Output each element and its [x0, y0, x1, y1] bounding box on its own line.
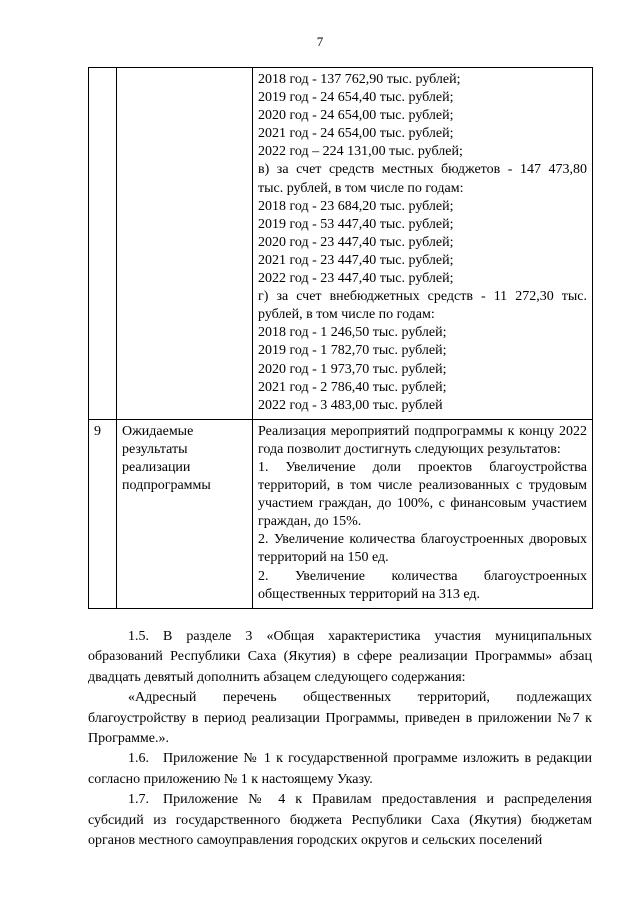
funding-line: 2021 год - 24 654,00 тыс. рублей;: [258, 126, 454, 142]
extrabudget-heading-cont: рублей, в том числе по годам:: [258, 307, 435, 323]
paragraph-text: «Адресный перечень общественных территорий, подлежащих благоустройству в период реализации Программы, приведен в приложении №7 к Программе.».: [88, 690, 592, 747]
extrabudget-heading: г) за счет внебюджетных средств - 11 272,30 тыс.: [258, 289, 587, 305]
row-title-cell: [117, 68, 253, 420]
funding-line: 2021 год - 2 786,40 тыс. рублей;: [258, 379, 447, 395]
paragraph-number: 1.6.: [128, 751, 149, 767]
table-row-results: [89, 419, 593, 608]
local-budget-heading-cont: тыс. рублей, в том числе по годам:: [258, 180, 464, 196]
result-item-3: 2. Увеличение количества благоустроенных общественных территорий на 313 ед.: [258, 568, 587, 602]
funding-line: 2019 год - 53 447,40 тыс. рублей;: [258, 216, 454, 232]
page-number: 7: [316, 34, 324, 49]
result-item-2: 2. Увеличение количества благоустроенных дворовых территорий на 150 ед.: [258, 532, 587, 566]
paragraph-text: Приложение № 1 к государственной программе изложить в редакции согласно приложению № 1 к настоящему Указу.: [88, 751, 592, 787]
funding-line: 2020 год - 23 447,40 тыс. рублей;: [258, 234, 454, 250]
result-item-1: 1. Увеличение доли проектов благоустройства территорий, в том числе реализованных с трудовым участием граждан, до 100%, с финансовым участием граждан, до 15%.: [258, 459, 587, 530]
funding-line: 2019 год - 1 782,70 тыс. рублей;: [258, 343, 447, 359]
funding-line: 2022 год - 23 447,40 тыс. рублей;: [258, 271, 454, 287]
local-budget-heading: в) за счет средств местных бюджетов - 147 473,80: [258, 162, 587, 178]
paragraph-1-5: [88, 627, 592, 688]
paragraph-quote: [88, 688, 592, 749]
results-cell: [253, 419, 593, 608]
body-text: [88, 627, 592, 851]
funding-line: 2018 год - 23 684,20 тыс. рублей;: [258, 198, 454, 214]
paragraph-text: В разделе 3 «Общая характеристика участия муниципальных образований Республики Саха (Якутия) в сфере реализации Программы» абзац двадцать девятый дополнить абзацем следующего содержания:: [88, 629, 592, 685]
paragraph-1-7: [88, 790, 592, 851]
funding-line: 2020 год - 1 973,70 тыс. рублей;: [258, 361, 447, 377]
results-intro: Реализация мероприятий подпрограммы к концу 2022 года позволит достигнуть следующих результатов:: [258, 423, 587, 457]
funding-line: 2021 год - 23 447,40 тыс. рублей;: [258, 252, 454, 268]
row-title: Ожидаемые результаты реализации подпрограммы: [117, 419, 253, 608]
paragraph-number: 1.7.: [128, 792, 149, 808]
funding-line: 2018 год - 1 246,50 тыс. рублей;: [258, 325, 447, 341]
paragraph-1-6: [88, 749, 592, 790]
funding-line: 2022 год – 224 131,00 тыс. рублей;: [258, 144, 463, 160]
table-row-funding: [89, 68, 593, 420]
paragraph-text: Приложение № 4 к Правилам предоставления и распределения субсидий из государственного бюджета Республики Саха (Якутия) бюджетам органов местного самоуправления городских округов и сельских поселений: [88, 792, 592, 849]
program-table: [88, 67, 593, 609]
funding-line: 2022 год - 3 483,00 тыс. рублей: [258, 397, 443, 413]
funding-line: 2020 год - 24 654,00 тыс. рублей;: [258, 108, 454, 124]
row-number-cell: [89, 68, 117, 420]
funding-line: 2018 год - 137 762,90 тыс. рублей;: [258, 72, 461, 87]
paragraph-number: 1.5.: [128, 629, 149, 644]
funding-line: 2019 год - 24 654,40 тыс. рублей;: [258, 90, 454, 106]
funding-cell: [253, 68, 593, 420]
row-number: 9: [89, 419, 117, 608]
